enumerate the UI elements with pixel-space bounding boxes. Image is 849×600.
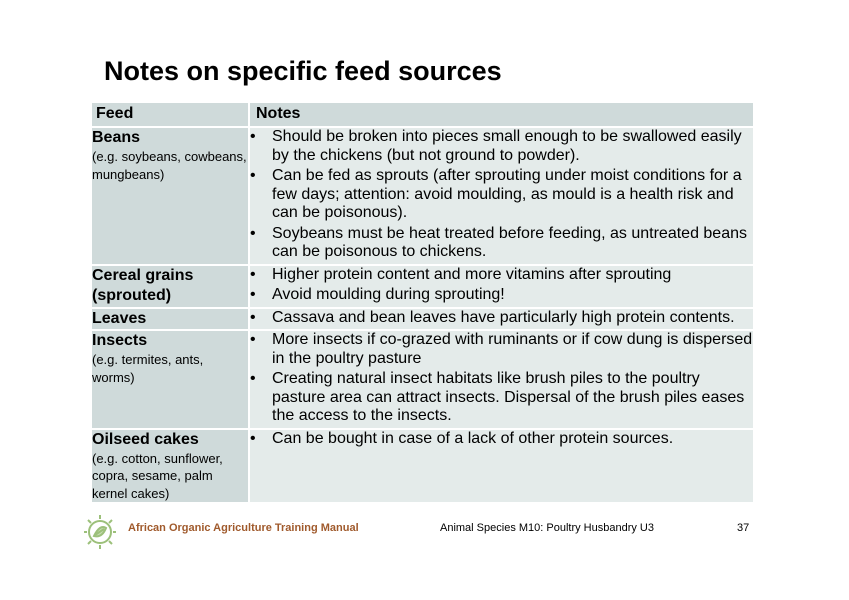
note-item — [250, 167, 753, 223]
bullet-icon: • — [250, 265, 256, 283]
feed-cell — [91, 127, 249, 265]
table-header-row — [91, 102, 754, 127]
note-item — [250, 370, 753, 426]
notes-list — [250, 331, 753, 426]
notes-cell — [249, 127, 754, 265]
bullet-icon: • — [250, 224, 256, 242]
feed-notes-table — [90, 101, 755, 504]
note-text: Soybeans must be heat treated before feeding, as untreated beans can be poisonous to chickens. — [272, 224, 747, 260]
notes-cell — [249, 429, 754, 504]
feed-column-header: Feed — [91, 102, 249, 127]
feed-cell — [91, 308, 249, 331]
bullet-icon: • — [250, 167, 256, 184]
note-text: Should be broken into pieces small enough to be swallowed easily by the chickens (but not ground to powder). — [272, 128, 742, 164]
notes-list — [250, 266, 753, 305]
note-text: Can be fed as sprouts (after sprouting under moist conditions for a few days; attention: avoid moulding, as mould is a health risk and can be poisonous). — [272, 167, 742, 221]
feed-name: Leaves — [92, 309, 147, 327]
note-text: Higher protein content and more vitamins after sprouting — [272, 265, 672, 283]
table-row — [91, 127, 754, 265]
note-item — [250, 128, 753, 165]
feed-name: Oilseed cakes — [92, 430, 199, 448]
feed-examples: (e.g. soybeans, cowbeans, mungbeans) — [92, 149, 247, 182]
note-text: Cassava and bean leaves have particularly high protein contents. — [272, 308, 735, 326]
bullet-icon: • — [250, 370, 256, 387]
notes-list — [250, 430, 753, 449]
note-text: Can be bought in case of a lack of other protein sources. — [272, 429, 674, 447]
note-item — [250, 430, 753, 449]
notes-list — [250, 309, 753, 328]
table-row — [91, 429, 754, 504]
bullet-icon: • — [250, 429, 256, 447]
sun-leaf-logo-icon — [84, 514, 116, 550]
notes-list — [250, 128, 753, 262]
notes-cell — [249, 308, 754, 331]
footer-manual-title: African Organic Agriculture Training Manual — [128, 522, 359, 534]
note-item — [250, 309, 753, 328]
note-item — [250, 331, 753, 368]
note-text: Creating natural insect habitats like brush piles to the poultry pasture area can attract insects. Dispersal of the brush piles eases the access to the insects. — [272, 370, 745, 424]
note-item — [250, 286, 753, 305]
feed-name: Beans — [92, 129, 141, 146]
feed-examples: (e.g. termites, ants, worms) — [92, 352, 204, 385]
table-row — [91, 265, 754, 308]
notes-column-header: Notes — [249, 102, 754, 127]
feed-name: Insects — [92, 332, 148, 349]
table-row — [91, 308, 754, 331]
notes-cell — [249, 265, 754, 308]
note-text: Avoid moulding during sprouting! — [272, 286, 505, 303]
note-item — [250, 225, 753, 262]
feed-cell — [91, 265, 249, 308]
table-body — [91, 127, 754, 503]
feed-cell — [91, 429, 249, 504]
feed-cell — [91, 330, 249, 429]
feed-name: Cereal grains (sprouted) — [92, 266, 194, 304]
bullet-icon: • — [250, 308, 256, 326]
page-number: 37 — [737, 522, 750, 534]
bullet-icon: • — [250, 286, 256, 303]
table-row — [91, 330, 754, 429]
notes-cell — [249, 330, 754, 429]
footer-course-title: Animal Species M10: Poultry Husbandry U3 — [440, 522, 654, 534]
note-text: More insects if co-grazed with ruminants or if cow dung is dispersed in the poultry pasture — [272, 331, 753, 367]
note-item — [250, 266, 753, 285]
bullet-icon: • — [250, 331, 256, 348]
page-title: Notes on specific feed sources — [104, 56, 502, 86]
feed-examples: (e.g. cotton, sunflower, copra, sesame, palm kernel cakes) — [92, 450, 223, 501]
bullet-icon: • — [250, 128, 256, 145]
